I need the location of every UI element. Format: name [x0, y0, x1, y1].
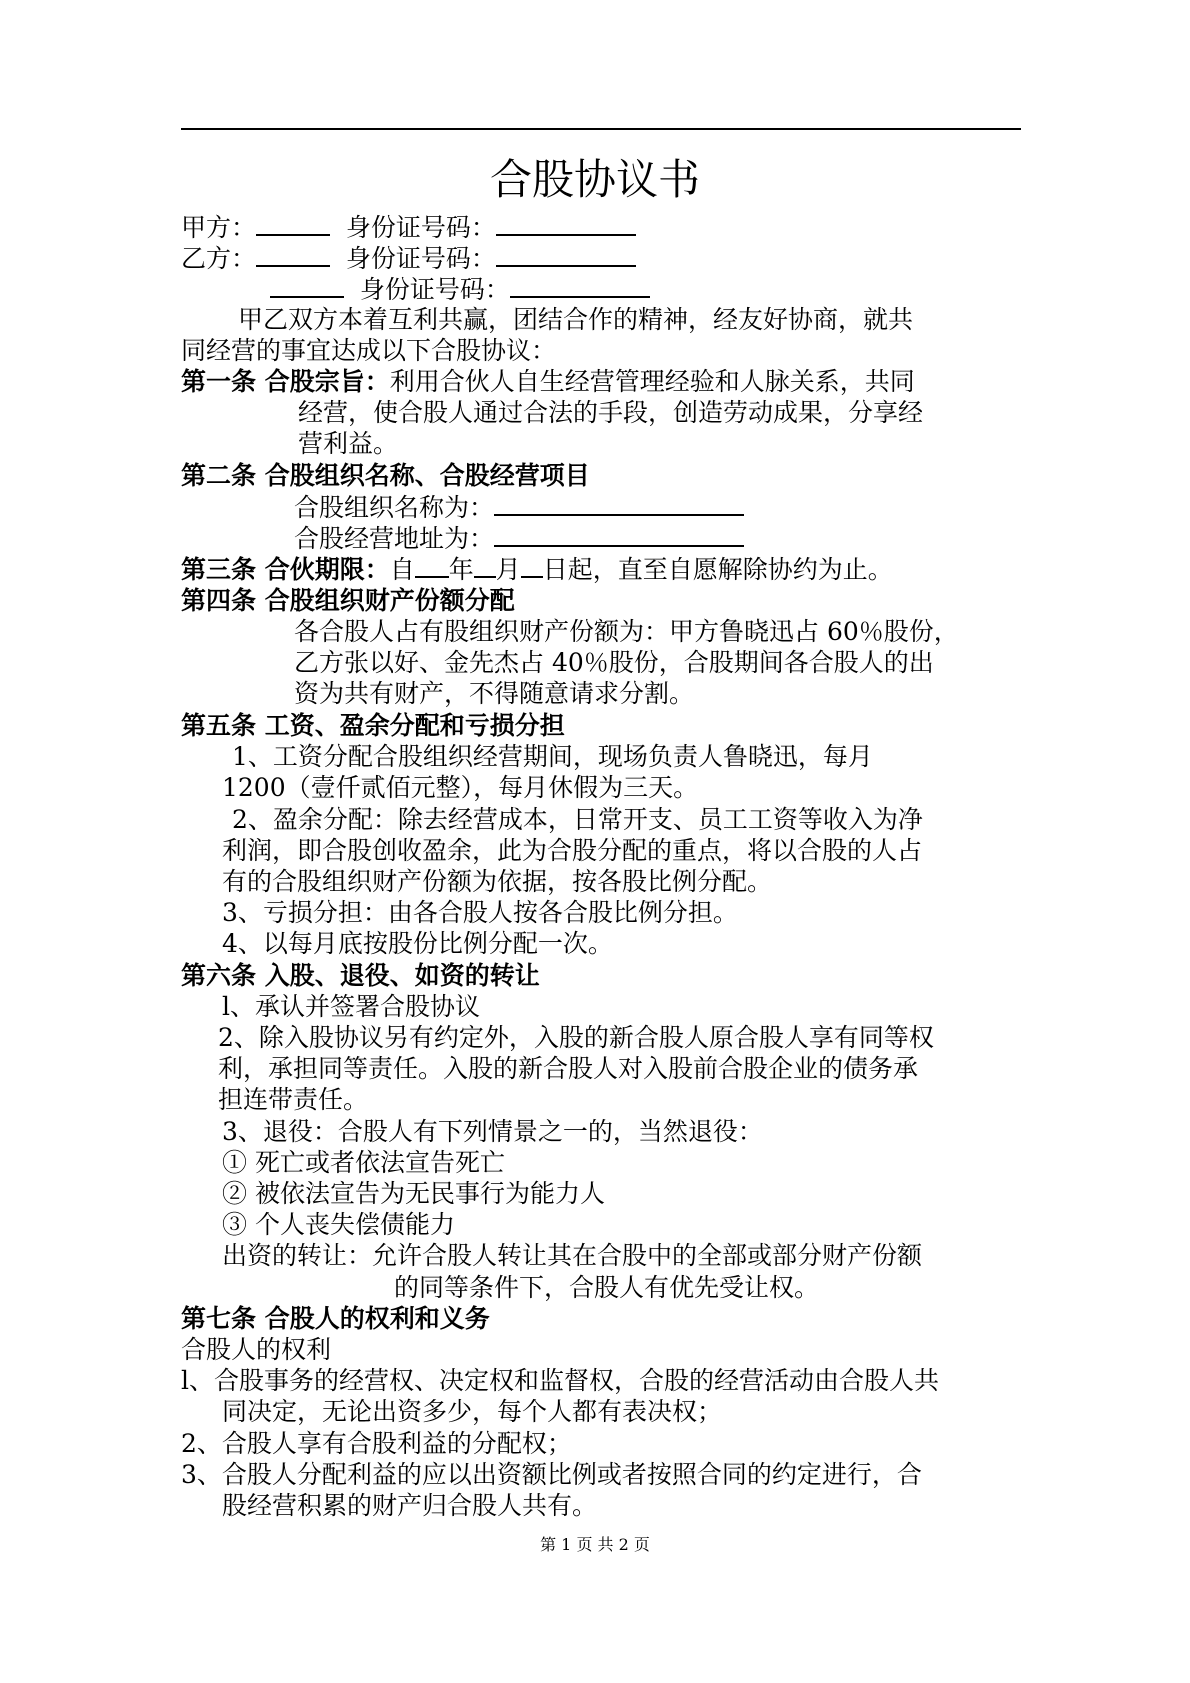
article-4-line-1: 各合股人占有股组织财产份额为：甲方鲁晓迅占 60％股份， — [294, 617, 959, 646]
article-6-line-3: 利，承担同等责任。入股的新合股人对入股前合股企业的债务承 — [218, 1054, 919, 1083]
party-b-id-label: 身份证号码： — [345, 244, 496, 273]
month-blank — [474, 554, 496, 578]
party-b2-name-blank — [270, 274, 344, 298]
article-4-line-3: 资为共有财产，不得随意请求分割。 — [294, 679, 695, 708]
party-a-id-blank — [496, 212, 636, 236]
article-7-line-1: 合股人的权利 — [181, 1335, 332, 1364]
article-6-line-10: 的同等条件下，合股人有优先受让权。 — [394, 1273, 820, 1302]
article-5-line-6: 3、亏损分担：由各合股人按各合股比例分担。 — [222, 898, 738, 927]
article-5-line-1: 1、工资分配合股组织经营期间，现场负责人鲁晓迅，每月 — [232, 742, 873, 771]
party-b2-id-label: 身份证号码： — [359, 275, 510, 304]
page-number-footer: 第 1 页 共 2 页 — [540, 1535, 650, 1554]
article-6-line-6: ① 死亡或者依法宣告死亡 — [222, 1148, 505, 1177]
article-7-line-3: 同决定，无论出资多少，每个人都有表决权； — [222, 1397, 723, 1426]
article-5-heading: 第五条 工资、盈余分配和亏损分担 — [181, 711, 565, 740]
article-6-line-2: 2、除入股协议另有约定外，入股的新合股人原合股人享有同等权 — [218, 1023, 934, 1052]
year-blank — [415, 554, 449, 578]
org-address-line — [294, 523, 744, 554]
article-7-line-2: l、合股事务的经营权、决定权和监督权，合股的经营活动由合股人共 — [181, 1366, 939, 1395]
article-6-line-8: ③ 个人丧失偿债能力 — [222, 1210, 455, 1239]
article-1-line-1 — [181, 367, 915, 397]
article-6-line-5: 3、退役：合股人有下列情景之一的，当然退役： — [222, 1117, 763, 1146]
party-b-name-blank — [256, 243, 330, 267]
article-5-line-5: 有的合股组织财产份额为依据，按各股比例分配。 — [222, 867, 773, 896]
article-5-line-4: 利润，即合股创收盈余，此为合股分配的重点，将以合股的人占 — [222, 836, 923, 865]
article-2-heading: 第二条 合股组织名称、合股经营项目 — [181, 461, 590, 490]
article-3-text-end: 日起，直至自愿解除协约为止。 — [542, 555, 893, 584]
day-blank — [521, 554, 543, 578]
header-rule — [181, 128, 1021, 130]
article-6-line-9: 出资的转让：允许合股人转让其在合股中的全部或部分财产份额 — [222, 1241, 923, 1270]
article-6-line-1: l、承认并签署合股协议 — [222, 992, 480, 1021]
party-a-label: 甲方： — [181, 213, 257, 242]
party-b-line — [181, 243, 636, 274]
article-1-line-3: 营利益。 — [298, 429, 399, 458]
article-4-heading: 第四条 合股组织财产份额分配 — [181, 586, 515, 615]
article-3-text-year: 年 — [448, 555, 474, 584]
article-6-line-7: ② 被依法宣告为无民事行为能力人 — [222, 1179, 605, 1208]
article-5-line-3: 2、盈余分配：除去经营成本，日常开支、员工工资等收入为净 — [232, 805, 923, 834]
org-name-line — [294, 492, 744, 523]
article-7-line-4: 2、合股人享有合股利益的分配权； — [181, 1429, 572, 1458]
party-b-label: 乙方： — [181, 244, 257, 273]
party-a-line — [181, 212, 636, 243]
party-a-id-label: 身份证号码： — [345, 213, 496, 242]
article-3-text-month: 月 — [495, 555, 521, 584]
org-name-label: 合股组织名称为： — [294, 493, 495, 522]
document-title: 合股协议书 — [489, 155, 700, 204]
article-7-line-6: 股经营积累的财产归合股人共有。 — [222, 1491, 598, 1520]
article-3-line — [181, 554, 893, 585]
article-6-heading: 第六条 入股、退役、如资的转让 — [181, 961, 540, 990]
article-1-text: 利用合伙人自生经营管理经验和人脉关系，共同 — [389, 367, 915, 396]
article-5-line-7: 4、以每月底按股份比例分配一次。 — [222, 929, 613, 958]
party-b-id-blank — [496, 243, 636, 267]
article-6-line-4: 担连带责任。 — [218, 1085, 369, 1114]
intro-line-2: 同经营的事宜达成以下合股协议： — [181, 336, 557, 365]
party-b2-id-blank — [510, 274, 650, 298]
org-name-blank — [494, 492, 744, 516]
party-b2-line — [270, 274, 650, 305]
article-3-heading: 第三条 合伙期限： — [181, 555, 390, 584]
org-address-label: 合股经营地址为： — [294, 524, 495, 553]
article-3-text-from: 自 — [389, 555, 415, 584]
article-1-line-2: 经营，使合股人通过合法的手段，创造劳动成果，分享经 — [298, 398, 924, 427]
article-1-heading: 第一条 合股宗旨： — [181, 367, 390, 396]
org-address-blank — [494, 523, 744, 547]
article-7-line-5: 3、合股人分配利益的应以出资额比例或者按照合同的约定进行，合 — [181, 1460, 922, 1489]
party-a-name-blank — [256, 212, 330, 236]
article-4-line-2: 乙方张以好、金先杰占 40％股份，合股期间各合股人的出 — [294, 648, 934, 677]
article-7-heading: 第七条 合股人的权利和义务 — [181, 1304, 490, 1333]
intro-line-1: 甲乙双方本着互利共赢，团结合作的精神，经友好协商，就共 — [238, 305, 914, 334]
article-5-line-2: 1200（壹仟贰佰元整），每月休假为三天。 — [222, 773, 699, 802]
